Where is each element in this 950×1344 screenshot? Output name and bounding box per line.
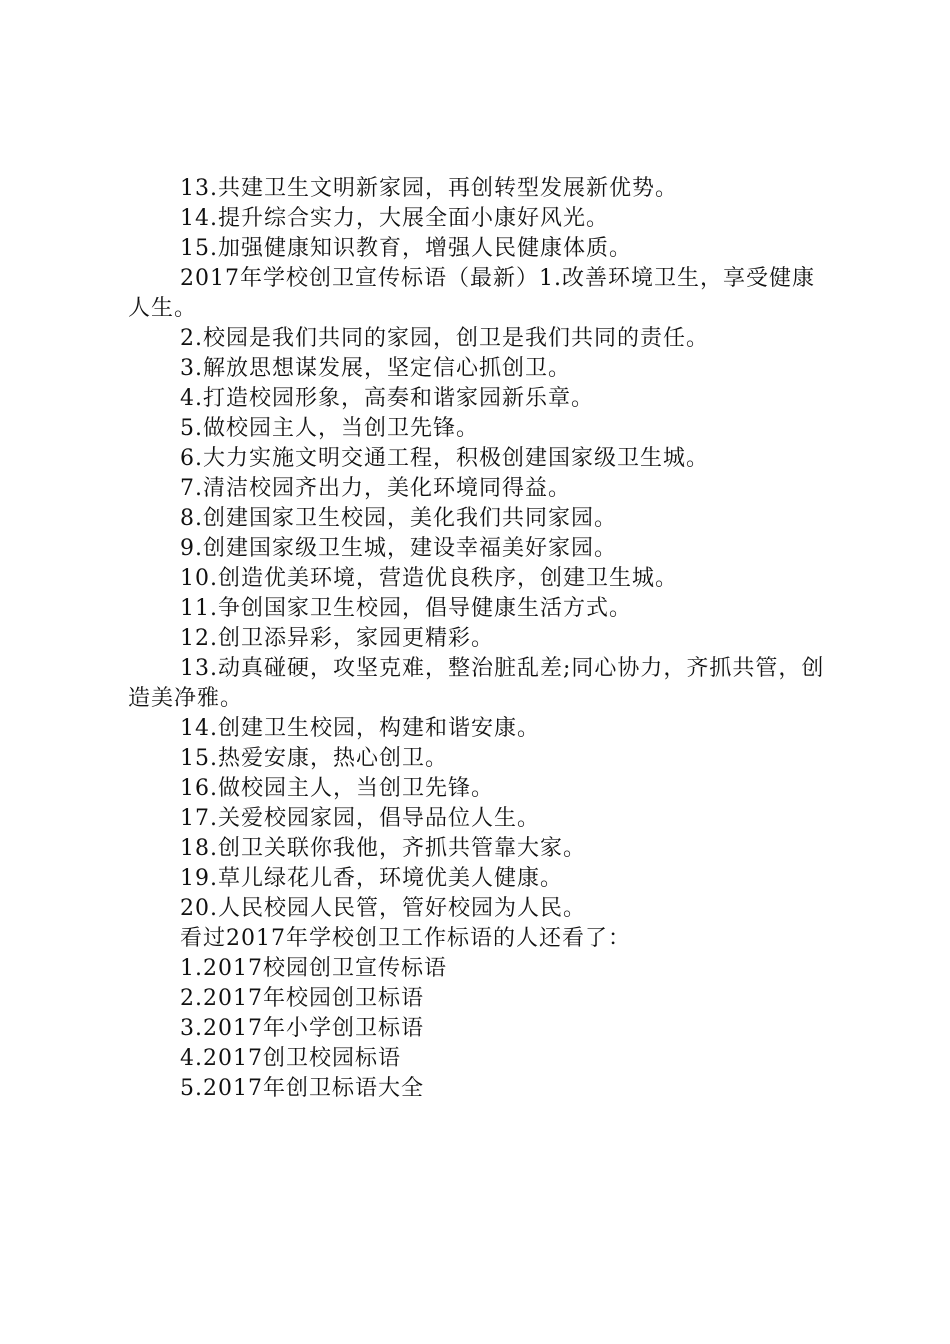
paragraph: 6.大力实施文明交通工程，积极创建国家级卫生城。 [180,446,709,471]
paragraph: 1.2017校园创卫宣传标语 [180,956,447,981]
paragraph: 13.动真碰硬，攻坚克难，整治脏乱差;同心协力，齐抓共管，创造美净雅。 [128,656,825,711]
paragraph: 14.提升综合实力，大展全面小康好风光。 [180,206,609,231]
paragraph: 3.2017年小学创卫标语 [180,1016,424,1041]
paragraph: 9.创建国家级卫生城，建设幸福美好家园。 [180,536,617,561]
paragraph: 5.做校园主人，当创卫先锋。 [180,416,479,441]
paragraph: 19.草儿绿花儿香，环境优美人健康。 [180,866,563,891]
paragraph: 11.争创国家卫生校园，倡导健康生活方式。 [180,596,632,621]
paragraph: 5.2017年创卫标语大全 [180,1076,424,1101]
paragraph: 3.解放思想谋发展，坚定信心抓创卫。 [180,356,571,381]
paragraph: 4.打造校园形象，高奏和谐家园新乐章。 [180,386,594,411]
paragraph: 看过2017年学校创卫工作标语的人还看了： [180,926,631,951]
paragraph: 8.创建国家卫生校园，美化我们共同家园。 [180,506,617,531]
paragraph: 13.共建卫生文明新家园，再创转型发展新优势。 [180,176,678,201]
paragraph: 12.创卫添异彩，家园更精彩。 [180,626,494,651]
paragraph: 2017年学校创卫宣传标语（最新）1.改善环境卫生，享受健康人生。 [128,266,815,321]
paragraph: 20.人民校园人民管，管好校园为人民。 [180,896,586,921]
paragraph: 2.2017年校园创卫标语 [180,986,424,1011]
paragraph: 14.创建卫生校园，构建和谐安康。 [180,716,540,741]
paragraph: 4.2017创卫校园标语 [180,1046,401,1071]
paragraph: 17.关爱校园家园，倡导品位人生。 [180,806,540,831]
document-body [128,174,833,1104]
paragraph: 15.加强健康知识教育，增强人民健康体质。 [180,236,632,261]
paragraph: 16.做校园主人，当创卫先锋。 [180,776,494,801]
paragraph: 15.热爱安康，热心创卫。 [180,746,448,771]
paragraph: 10.创造优美环境，营造优良秩序，创建卫生城。 [180,566,678,591]
paragraph: 7.清洁校园齐出力，美化环境同得益。 [180,476,571,501]
paragraph: 2.校园是我们共同的家园，创卫是我们共同的责任。 [180,326,709,351]
paragraph: 18.创卫关联你我他，齐抓共管靠大家。 [180,836,586,861]
